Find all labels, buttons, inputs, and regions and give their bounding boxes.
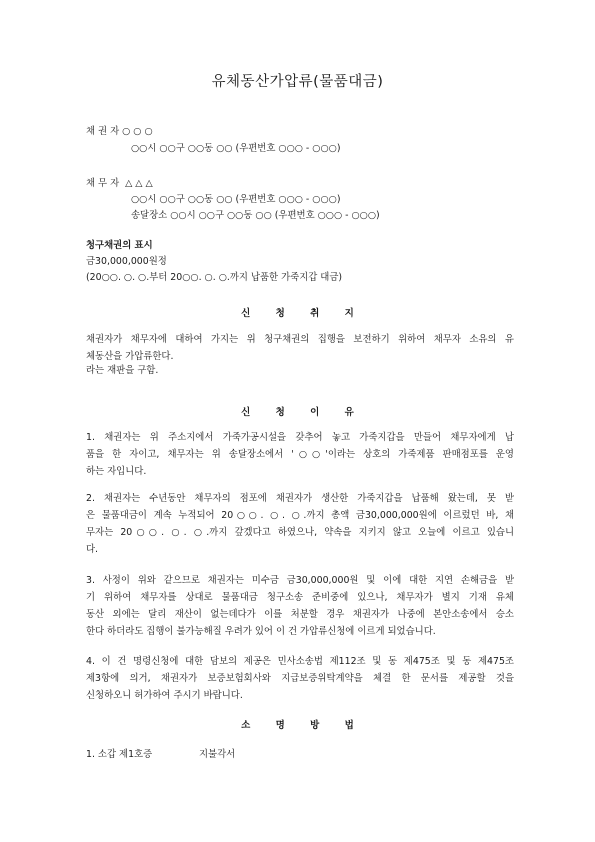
debtor-name: △ △ △ (125, 178, 153, 189)
debtor-label: 채 무 자 (86, 178, 120, 189)
reason-line: 신청하오니 허가하여 주시기 바랍니다. (86, 690, 243, 701)
reason-line: 기 위하여 채무자를 상대로 물품대금 청구소송 준비중에 있으나, 채무자가 별지 기재 유체 (86, 592, 514, 603)
reason-line: 무자는 20○○. ○. ○.까지 갚겠다고 하였으나, 약속을 지키지 않고 오늘에 이르고 있습니 (86, 527, 514, 538)
evidence-item (86, 749, 236, 761)
evidence-item-name: 지불각서 (199, 749, 236, 760)
creditor-address: ○○시 ○○구 ○○동 ○○ (우편번호 ○○○ - ○○○) (131, 143, 341, 154)
claim-amount: 금30,000,000원정 (86, 256, 167, 267)
purpose-heading-text: 신 청 취 지 (241, 308, 354, 319)
purpose-paragraph (86, 331, 514, 379)
reason-line: 은 물품대금이 계속 누적되어 20○○. ○. ○.까지 총액 금30,000,000원에 이르렀던 바, 채 (86, 510, 514, 521)
reason-line: 2. 채권자는 수년동안 채무자의 점포에 채권자가 생산한 가죽지갑을 납품해 왔는데, 못 받 (86, 493, 514, 504)
evidence-heading-text: 소 명 방 법 (241, 720, 354, 731)
claim-heading: 청구채권의 표시 (86, 240, 153, 251)
reason-line: 동산 외에는 달리 재산이 없는데다가 이를 처분할 경우 채권자가 나중에 본안소송에서 승소 (86, 609, 514, 620)
debtor-row (86, 178, 153, 190)
reasons-heading (0, 404, 595, 418)
purpose-line: 채권자가 채무자에 대하여 가지는 위 청구채권의 집행을 보전하기 위하여 채무자 소유의 유 (86, 334, 514, 345)
reason-item-2 (86, 490, 514, 558)
reason-line: 4. 이 건 명령신청에 대한 담보의 제공은 민사소송법 제112조 및 동 제475조 및 동 제475조 (86, 656, 514, 667)
creditor-row (86, 126, 153, 138)
creditor-name: ○ ○ ○ (122, 126, 153, 137)
debtor-address: ○○시 ○○구 ○○동 ○○ (우편번호 ○○○ - ○○○) (131, 194, 341, 205)
reason-line: 다. (86, 544, 99, 555)
evidence-heading (0, 717, 595, 731)
reason-line: 3. 사정이 위와 같으므로 채권자는 미수금 금30,000,000원 및 이에 대한 지연 손해금을 받 (86, 575, 514, 586)
reason-line: 한다 하더라도 집행이 불가능해질 우려가 있어 이 건 가압류신청에 이르게 되었습니다. (86, 626, 436, 637)
reason-line: 제3항에 의거, 채권자가 보증보험회사와 지급보증위탁계약을 체결 한 문서를 제공할 것을 (86, 673, 514, 684)
evidence-item-number: 1. 소갑 제1호증 (86, 749, 153, 760)
reason-item-3 (86, 572, 514, 640)
purpose-line: 체동산을 가압류한다. (86, 351, 174, 362)
debtor-delivery-address: 송달장소 ○○시 ○○구 ○○동 ○○ (우편번호 ○○○ - ○○○) (131, 210, 380, 221)
reason-line: 1. 채권자는 위 주소지에서 가죽가공시설을 갖추어 놓고 가죽지갑을 만들어 채무자에게 납 (86, 432, 514, 443)
document-title: 유체동산가압류(물품대금) (211, 74, 384, 90)
purpose-heading (0, 305, 595, 319)
purpose-line: 라는 재판을 구함. (86, 365, 159, 376)
reasons-heading-text: 신 청 이 유 (241, 407, 354, 418)
claim-detail: (20○○. ○. ○.부터 20○○. ○. ○.까지 납품한 가죽지갑 대금) (86, 272, 343, 283)
creditor-label: 채 권 자 (86, 126, 120, 137)
reason-line: 품을 한 자이고, 채무자는 위 송달장소에서 '○○'이라는 상호의 가죽제품 판매점포를 운영 (86, 449, 514, 460)
reason-item-4 (86, 653, 514, 704)
reason-item-1 (86, 429, 514, 480)
reason-line: 하는 자입니다. (86, 466, 147, 477)
